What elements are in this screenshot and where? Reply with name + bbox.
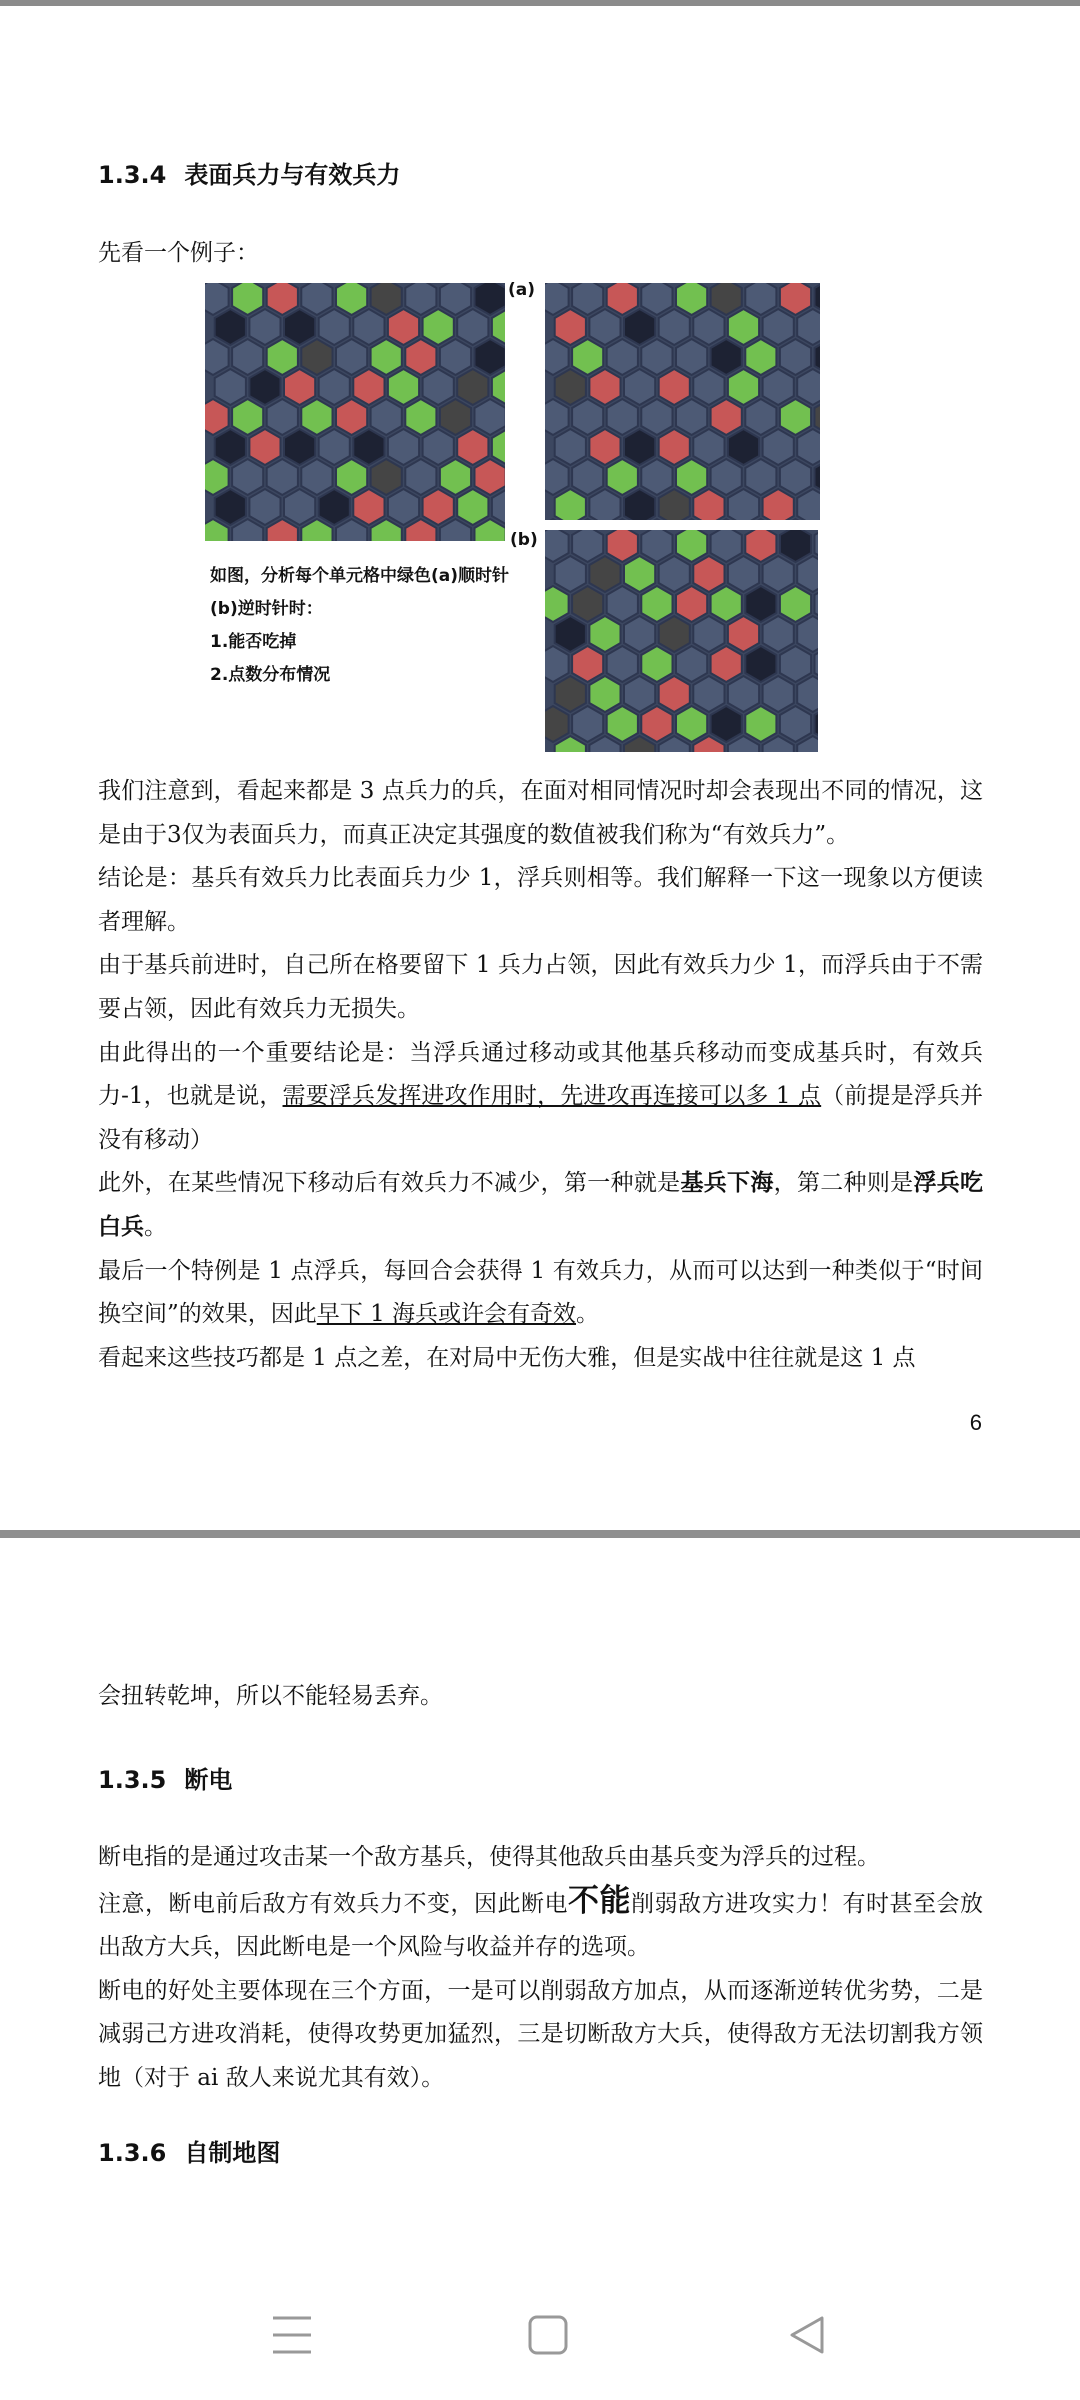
bold-term: 基兵下海 (680, 1170, 774, 1197)
hex-cell (336, 339, 367, 375)
text-run: （前提是浮兵并没有移动） (98, 1083, 983, 1153)
hex-cell (457, 309, 488, 345)
hex-cell (780, 459, 811, 495)
text-run: 。 (144, 1213, 167, 1240)
hex-cell (457, 369, 488, 405)
caption-line: 如图，分析每个单元格中绿色(a)顺时针 (210, 566, 510, 586)
board-panel-a-right (545, 283, 820, 520)
hex-cell (641, 646, 672, 682)
hex-cell (232, 399, 263, 435)
hex-cell (555, 556, 586, 592)
hex-cell (676, 339, 707, 375)
hex-cell (440, 399, 471, 435)
hex-cell (388, 489, 419, 525)
body-text-page2 (98, 1836, 983, 2101)
hex-cell (711, 399, 742, 435)
section-heading-1-3-6 (98, 2133, 280, 2168)
caption-line: 2.点数分布情况 (210, 665, 331, 685)
hex-cell (728, 429, 759, 465)
hex-cell (555, 616, 586, 652)
hex-cell (624, 676, 655, 712)
hex-cell (371, 459, 402, 495)
intro-text: 先看一个例子： (98, 240, 259, 266)
hex-cell (763, 309, 794, 345)
hex-cell (555, 369, 586, 405)
hex-cell (711, 339, 742, 375)
hex-cell (475, 339, 506, 375)
hex-cell (267, 339, 298, 375)
hex-cell (405, 459, 436, 495)
hex-cell (676, 399, 707, 435)
hex-cell (555, 676, 586, 712)
hex-cell (745, 399, 776, 435)
hex-cell (475, 459, 506, 495)
section-title: 断电 (184, 1766, 233, 1794)
hex-cell (215, 309, 246, 345)
hex-cell (607, 399, 638, 435)
hex-cell (745, 706, 776, 742)
hex-cell (388, 369, 419, 405)
hex-cell (745, 339, 776, 375)
hex-cell (763, 616, 794, 652)
hex-cell (249, 429, 280, 465)
hex-cell (215, 429, 246, 465)
hex-cell (641, 586, 672, 622)
hex-cell (589, 429, 620, 465)
hex-cell (763, 369, 794, 405)
hex-cell (249, 369, 280, 405)
navigation-bar (0, 2290, 1080, 2380)
hex-cell (371, 399, 402, 435)
hex-cell (589, 556, 620, 592)
emphasis-text: 不能 (568, 1882, 631, 1919)
hex-cell (301, 399, 332, 435)
hex-cell (319, 309, 350, 345)
hex-cell (572, 706, 603, 742)
section-number: 1.3.6 (98, 2139, 167, 2167)
hex-cell (607, 339, 638, 375)
hex-cell (555, 309, 586, 345)
hex-cell (711, 706, 742, 742)
section-number: 1.3.5 (98, 1766, 167, 1794)
continuation-text: 会扭转乾坤，所以不能轻易丢弃。 (98, 1683, 443, 1709)
figure-caption (210, 560, 540, 692)
hex-cell (589, 616, 620, 652)
hex-cell (589, 369, 620, 405)
hex-cell (572, 646, 603, 682)
hex-cell (763, 676, 794, 712)
hex-cell (423, 489, 454, 525)
text-run: 削弱敌方进攻实力！有时甚至会放出敌方大兵，因此断电是一个风险与收益并存的选项。 (98, 1890, 983, 1961)
hex-cell (728, 616, 759, 652)
hex-cell (572, 586, 603, 622)
home-square-icon[interactable] (513, 2300, 583, 2370)
hex-cell (624, 556, 655, 592)
hex-cell (301, 339, 332, 375)
hex-cell (555, 429, 586, 465)
hex-cell (728, 309, 759, 345)
paragraph: 结论是：基兵有效兵力比表面兵力少 1，浮兵则相等。我们解释一下这一现象以方便读者理解。 (98, 865, 983, 935)
hex-cell (641, 339, 672, 375)
hex-cell (624, 369, 655, 405)
body-text-page1 (98, 770, 983, 1380)
hex-cell (267, 459, 298, 495)
hex-cell (641, 399, 672, 435)
hex-cell (249, 489, 280, 525)
page-divider (0, 1530, 1080, 1538)
hex-cell (711, 459, 742, 495)
hex-cell (319, 429, 350, 465)
hex-cell (249, 309, 280, 345)
hex-cell (641, 459, 672, 495)
hex-cell (572, 339, 603, 375)
hex-cell (284, 429, 315, 465)
hex-cell (745, 586, 776, 622)
hex-cell (284, 369, 315, 405)
hex-cell (336, 459, 367, 495)
hex-cell (589, 309, 620, 345)
hex-cell (624, 429, 655, 465)
paragraph (98, 1162, 983, 1249)
text-run: 注意，断电前后敌方有效兵力不变，因此断电 (98, 1890, 568, 1917)
hex-cell (607, 646, 638, 682)
hex-cell (693, 429, 724, 465)
hex-cell (659, 309, 690, 345)
caption-line: (b)逆时针时： (210, 599, 323, 619)
hex-cell (607, 706, 638, 742)
page-number: 6 (969, 1410, 982, 1435)
hex-cell (353, 309, 384, 345)
hex-cell (440, 459, 471, 495)
hex-cell (353, 429, 384, 465)
paragraph (98, 1250, 983, 1337)
hex-cell (780, 339, 811, 375)
hex-cell (676, 586, 707, 622)
menu-icon[interactable] (257, 2300, 327, 2370)
hex-cell (711, 646, 742, 682)
underlined-text: 早下 1 海兵或许会有奇效 (316, 1301, 577, 1328)
top-divider (0, 0, 1080, 6)
hex-cell (780, 586, 811, 622)
hex-cell (267, 399, 298, 435)
back-triangle-icon[interactable] (770, 2300, 840, 2370)
hex-cell (693, 616, 724, 652)
hex-cell (353, 489, 384, 525)
hex-cell (572, 399, 603, 435)
hex-cell (319, 489, 350, 525)
hex-cell (388, 309, 419, 345)
hex-cell (711, 586, 742, 622)
section-title: 表面兵力与有效兵力 (184, 161, 401, 189)
hex-cell (693, 369, 724, 405)
hex-cell (607, 586, 638, 622)
hex-cell (624, 616, 655, 652)
figure-label-a: (a) (508, 280, 536, 300)
hex-cell (232, 459, 263, 495)
hex-cell (457, 429, 488, 465)
hex-cell (353, 369, 384, 405)
hex-cell (405, 399, 436, 435)
hex-cell (659, 369, 690, 405)
hex-cell (780, 646, 811, 682)
hex-cell (763, 429, 794, 465)
hex-cell (728, 676, 759, 712)
hex-cell (423, 309, 454, 345)
section-number: 1.3.4 (98, 161, 167, 189)
hex-cell (676, 706, 707, 742)
text-run: 最后一个特例是 1 点浮兵，每回合会获得 1 有效兵力，从而可以达到一种类似于“时间换空间”的效果，因此 (98, 1257, 983, 1328)
hex-cell (589, 676, 620, 712)
hex-cell (676, 646, 707, 682)
hex-cell (319, 369, 350, 405)
hex-cell (745, 646, 776, 682)
text-run: ，第二种则是 (773, 1170, 914, 1197)
hex-cell (693, 309, 724, 345)
section-heading-1-3-5 (98, 1760, 232, 1795)
hex-cell (728, 369, 759, 405)
hex-cell (659, 429, 690, 465)
board-panel-b (545, 530, 818, 752)
hex-cell (457, 489, 488, 525)
paragraph: 断电指的是通过攻击某一个敌方基兵，使得其他敌兵由基兵变为浮兵的过程。 (98, 1844, 880, 1870)
hex-cell (215, 489, 246, 525)
hex-cell (676, 459, 707, 495)
hex-cell (745, 459, 776, 495)
paragraph (98, 1880, 983, 1970)
hex-cell (763, 556, 794, 592)
caption-line: 1.能否吃掉 (210, 632, 297, 652)
hex-cell (336, 399, 367, 435)
hex-cell (728, 556, 759, 592)
hex-cell (301, 459, 332, 495)
hex-cell (388, 429, 419, 465)
hex-cell (215, 369, 246, 405)
hex-cell (475, 399, 506, 435)
hex-cell (440, 339, 471, 375)
hex-cell (641, 706, 672, 742)
paragraph: 看起来这些技巧都是 1 点之差，在对局中无伤大雅，但是实战中往往就是这 1 点 (98, 1344, 916, 1371)
hex-cell (780, 399, 811, 435)
text-run: 此外，在某些情况下移动后有效兵力不减少，第一种就是 (98, 1170, 681, 1197)
hex-cell (624, 309, 655, 345)
board-panel-a-left (205, 283, 505, 541)
hex-cell (780, 706, 811, 742)
paragraph: 断电的好处主要体现在三个方面，一是可以削弱敌方加点，从而逐渐逆转优劣势，二是减弱己方进攻消耗，使得攻势更加猛烈，三是切断敌方大兵，使得敌方无法切割我方领地（对于 ai 敌人来说尤其有效）。 (98, 1977, 983, 2091)
hex-cell (693, 676, 724, 712)
hex-cell (607, 459, 638, 495)
text-run: 。 (576, 1301, 600, 1328)
hex-cell (405, 339, 436, 375)
hex-cell (572, 459, 603, 495)
hex-cell (284, 489, 315, 525)
hex-cell (693, 556, 724, 592)
hex-cell (423, 429, 454, 465)
hex-cell (659, 556, 690, 592)
hex-cell (659, 676, 690, 712)
hex-cell (232, 339, 263, 375)
hex-cell (423, 369, 454, 405)
underlined-text: 需要浮兵发挥进攻作用时，先进攻再连接可以多 1 点 (282, 1083, 822, 1110)
paragraph: 由于基兵前进时，自己所在格要留下 1 兵力占领，因此有效兵力少 1，而浮兵由于不需要占领，因此有效兵力无损失。 (98, 952, 983, 1022)
bold-term: 浮兵吃白兵 (98, 1170, 984, 1240)
hex-cell (284, 309, 315, 345)
section-heading-1-3-4 (98, 155, 400, 190)
paragraph: 我们注意到，看起来都是 3 点兵力的兵，在面对相同情况时却会表现出不同的情况，这是由于3仅为表面兵力，而真正决定其强度的数值被我们称为“有效兵力”。 (98, 778, 983, 848)
hex-cell (659, 616, 690, 652)
hex-cell (371, 339, 402, 375)
text-run: 由此得出的一个重要结论是：当浮兵通过移动或其他基兵移动而变成基兵时，有效兵力-1，也就是说， (98, 1039, 983, 1110)
figure-label-b: (b) (510, 530, 538, 550)
section-title: 自制地图 (184, 2139, 281, 2167)
paragraph (98, 1032, 983, 1163)
